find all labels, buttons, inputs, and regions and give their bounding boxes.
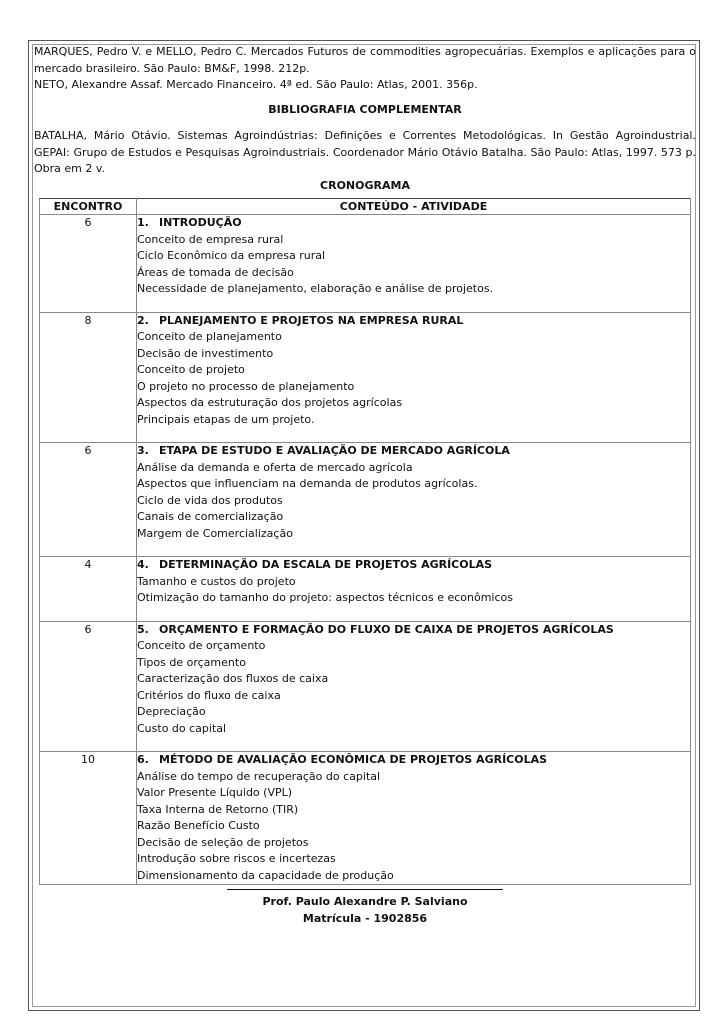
conteudo-cell <box>137 752 691 885</box>
topic-title <box>137 622 690 639</box>
list-item: Conceito de planejamento <box>137 330 282 343</box>
list-item: Aspectos da estruturação dos projetos agrícolas <box>137 396 403 409</box>
table-header-row <box>40 199 691 215</box>
header-conteudo: CONTEÚDO - ATIVIDADE <box>137 199 691 215</box>
topic-number: 1. <box>137 216 149 229</box>
list-item: Critérios do fluxo de caixa <box>137 688 281 702</box>
topic-title-text: MÉTODO DE AVALIAÇÃO ECONÔMICA DE PROJETOS AGRÍCOLAS <box>159 753 548 766</box>
topic-number: 5. <box>137 622 149 636</box>
complementar-heading: BIBLIOGRAFIA COMPLEMENTAR <box>268 102 462 116</box>
topic-number: 3. <box>137 444 149 457</box>
topic-title <box>137 557 690 574</box>
conteudo-cell <box>137 312 691 443</box>
topic-title <box>137 443 690 460</box>
list-item: Razão Benefício Custo <box>137 819 260 832</box>
list-item: Conceito de empresa rural <box>137 232 284 246</box>
list-item: Custo do capital <box>137 721 227 735</box>
professor-name: Prof. Paulo Alexandre P. Salviano <box>262 895 468 908</box>
conteudo-cell <box>137 557 691 622</box>
encontro-cell <box>40 752 137 885</box>
table-row <box>40 312 691 443</box>
list-item: Dimensionamento da capacidade de produção <box>137 868 394 882</box>
list-item: Tamanho e custos do projeto <box>137 574 296 588</box>
encontro-value: 6 <box>84 444 92 457</box>
topic-number: 4. <box>137 558 149 571</box>
list-item: Conceito de orçamento <box>137 639 266 652</box>
encontro-value: 10 <box>81 753 95 766</box>
list-item: Depreciação <box>137 705 206 718</box>
encontro-cell <box>40 621 137 752</box>
list-item: Ciclo Econômico da empresa rural <box>137 249 326 262</box>
list-item: Análise da demanda e oferta de mercado agrícola <box>137 460 413 474</box>
list-item: O projeto no processo de planejamento <box>137 379 355 393</box>
header-encontro: ENCONTRO <box>40 199 137 215</box>
conteudo-cell <box>137 443 691 557</box>
topic-title-text: PLANEJAMENTO E PROJETOS NA EMPRESA RURAL <box>159 313 464 327</box>
list-item: Necessidade de planejamento, elaboração e análise de projetos. <box>137 282 494 295</box>
reference-marques: MARQUES, Pedro V. e MELLO, Pedro C. Mercados Futuros de commodities agropecuárias. Exemplos e aplicações para o mercado brasileiro. São Paulo: BM&F, 1998. 212p. <box>34 45 696 75</box>
cronograma-table <box>39 198 691 885</box>
reference-batalha: BATALHA, Mário Otávio. Sistemas Agroindústrias: Definições e Correntes Metodológicas. In Gestão Agroindustrial. GEPAI: Grupo de Estudos e Pesquisas Agroindustriais. Coordenador Mário Otávio Batalha. São Paulo: Atlas, 1997. 573 p. Obra em 2 v. <box>34 129 696 175</box>
professor-matricula: Matrícula - 1902856 <box>302 912 428 925</box>
signature-block <box>39 889 691 927</box>
list-item: Decisão de investimento <box>137 346 274 360</box>
encontro-value: 6 <box>84 622 92 636</box>
encontro-value: 4 <box>84 558 92 571</box>
conteudo-cell <box>137 215 691 313</box>
document-content <box>34 44 696 927</box>
encontro-value: 8 <box>84 313 92 327</box>
table-row <box>40 443 691 557</box>
list-item: Áreas de tomada de decisão <box>137 265 294 279</box>
signature-line <box>227 889 503 890</box>
list-item: Ciclo de vida dos produtos <box>137 493 283 507</box>
list-item: Caracterização dos fluxos de caixa <box>137 672 329 685</box>
topic-title <box>137 752 690 769</box>
topic-number: 6. <box>137 753 149 766</box>
list-item: Decisão de seleção de projetos <box>137 835 309 849</box>
encontro-cell <box>40 215 137 313</box>
table-row <box>40 752 691 885</box>
topic-number: 2. <box>137 313 149 327</box>
list-item: Otimização do tamanho do projeto: aspectos técnicos e econômicos <box>137 591 513 604</box>
list-item: Principais etapas de um projeto. <box>137 412 315 426</box>
conteudo-cell <box>137 621 691 752</box>
topic-title <box>137 215 690 232</box>
encontro-value: 6 <box>84 216 92 229</box>
reference-neto: NETO, Alexandre Assaf. Mercado Financeiro. 4ª ed. São Paulo: Atlas, 2001. 356p. <box>34 78 478 91</box>
table-row <box>40 557 691 622</box>
list-item: Aspectos que influenciam na demanda de produtos agrícolas. <box>137 477 478 490</box>
topic-title-text: DETERMINAÇÃO DA ESCALA DE PROJETOS AGRÍCOLAS <box>159 558 493 571</box>
list-item: Introdução sobre riscos e incertezas <box>137 852 336 865</box>
encontro-cell <box>40 443 137 557</box>
list-item: Taxa Interna de Retorno (TIR) <box>137 802 299 816</box>
encontro-cell <box>40 312 137 443</box>
topic-title <box>137 313 690 330</box>
list-item: Conceito de projeto <box>137 363 245 376</box>
cronograma-heading: CRONOGRAMA <box>320 178 410 192</box>
topic-title-text: ETAPA DE ESTUDO E AVALIAÇÃO DE MERCADO AGRÍCOLA <box>159 444 510 457</box>
topic-title-text: ORÇAMENTO E FORMAÇÃO DO FLUXO DE CAIXA DE PROJETOS AGRÍCOLAS <box>159 622 614 636</box>
list-item: Valor Presente Líquido (VPL) <box>137 786 293 799</box>
encontro-cell <box>40 557 137 622</box>
table-row <box>40 621 691 752</box>
table-body <box>40 215 691 885</box>
list-item: Margem de Comercialização <box>137 526 293 540</box>
list-item: Análise do tempo de recuperação do capital <box>137 769 381 783</box>
list-item: Canais de comercialização <box>137 510 284 523</box>
topic-title-text: INTRODUÇÃO <box>159 216 242 229</box>
table-row <box>40 215 691 313</box>
list-item: Tipos de orçamento <box>137 655 246 669</box>
